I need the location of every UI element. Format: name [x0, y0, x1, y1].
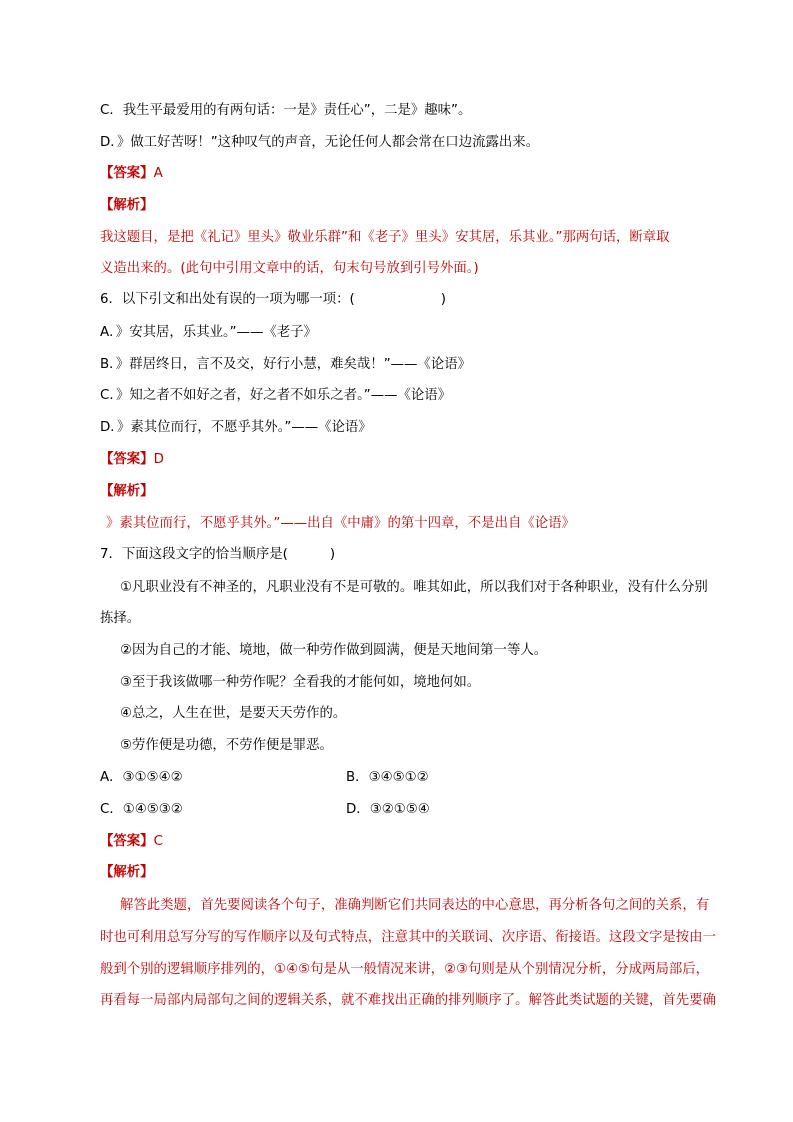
q7-answer: [100, 832, 720, 852]
q5-option-d: D．》做工好苦呀！”这种叹气的声音，无论任何人都会常在口边流露出来。: [100, 135, 540, 150]
answer-tag: 【答案】: [100, 166, 154, 181]
answer-tag: 【答案】: [100, 452, 154, 467]
q5-analysis-line2: 义造出来的。(此句中引用文章中的话，句末句号放到引号外面。): [100, 261, 479, 276]
q7-stem-end: ): [329, 547, 336, 562]
answer-value: C: [153, 834, 163, 849]
q7-analysis-line1: 解答此类题，首先要阅读各个句子，准确判断它们共同表达的中心意思，再分析各句之间的关系，有: [120, 898, 710, 913]
analysis-tag: 【解析】: [100, 865, 154, 880]
q6-option-b: B．》群居终日，言不及交，好行小慧，难矣哉！”——《论语》: [100, 357, 471, 372]
answer-tag: 【答案】: [100, 834, 154, 849]
q7-stem-text: 7．下面这段文字的恰当顺序是(: [100, 547, 288, 562]
q6-answer: [100, 450, 720, 470]
q5-analysis-tag: [100, 196, 720, 216]
q6-option-d: D．》素其位而行，不愿乎其外。”——《论语》: [100, 420, 372, 435]
q6-stem-text: 6．以下引文和出处有误的一项为哪一项：(: [100, 292, 355, 307]
q7-sentence-5: ⑤劳作便是功德，不劳作便是罪恶。: [120, 738, 333, 753]
q6-option-a: A．》安其居，乐其业。”——《老子》: [100, 325, 317, 340]
q7-sentence-1-line1: ①凡职业没有不神圣的，凡职业没有不是可敬的。唯其如此，所以我们对于各种职业，没有什么分别: [120, 580, 708, 595]
q5-option-c: C．我生平最爱用的有两句话：一是》责任心”，二是》趣味”。: [100, 103, 472, 118]
q7-option-a: A．③①⑤④②: [100, 770, 183, 785]
q7-sentence-3: ③至于我该做哪一种劳作呢？全看我的才能何如，境地何如。: [120, 675, 481, 690]
analysis-tag: 【解析】: [100, 484, 154, 499]
q7-stem: [100, 545, 720, 565]
q7-sentence-2: ②因为自己的才能、境地，做一种劳作做到圆满，便是天地间第一等人。: [120, 643, 548, 658]
q6-analysis-tag: [100, 482, 720, 502]
q6-stem: [100, 290, 720, 310]
q7-sentence-4: ④总之，人生在世，是要天天劳作的。: [120, 706, 347, 721]
q5-analysis-line1: 我这题目，是把《礼记》里头》敬业乐群”和《老子》里头》安其居，乐其业。”那两句话，断章取: [100, 230, 670, 245]
analysis-tag: 【解析】: [100, 198, 154, 213]
q7-analysis-tag: [100, 863, 720, 883]
q7-option-c: C．①④⑤③②: [100, 802, 183, 817]
answer-value: A: [153, 166, 163, 181]
answer-value: D: [153, 452, 164, 467]
q7-sentence-1-line2: 拣择。: [100, 611, 141, 626]
q6-stem-end: ): [440, 292, 447, 307]
q6-option-c: C．》知之者不如好之者，好之者不如乐之者。”——《论语》: [100, 388, 452, 403]
q7-option-b: B．③④⑤①②: [346, 770, 429, 785]
q5-answer: [100, 164, 720, 184]
q7-analysis-line3: 般到个别的逻辑顺序排列的，①④⑤句是从一般情况来讲，②③句则是从个别情况分析，分成两局部后，: [100, 962, 710, 977]
q7-analysis-line4: 再看每一局部内局部句之间的逻辑关系，就不难找出正确的排列顺序了。解答此类试题的关键，首先要确: [100, 993, 716, 1008]
q7-analysis-line2: 时也可利用总写分写的写作顺序以及句式特点，注意其中的关联词、次序语、衔接语。这段文字是按由一: [100, 930, 716, 945]
q7-option-d: D．③②①⑤④: [346, 802, 430, 817]
q6-analysis-line1: 》素其位而行，不愿乎其外。”——出自《中庸》的第十四章，不是出自《论语》: [106, 516, 575, 531]
